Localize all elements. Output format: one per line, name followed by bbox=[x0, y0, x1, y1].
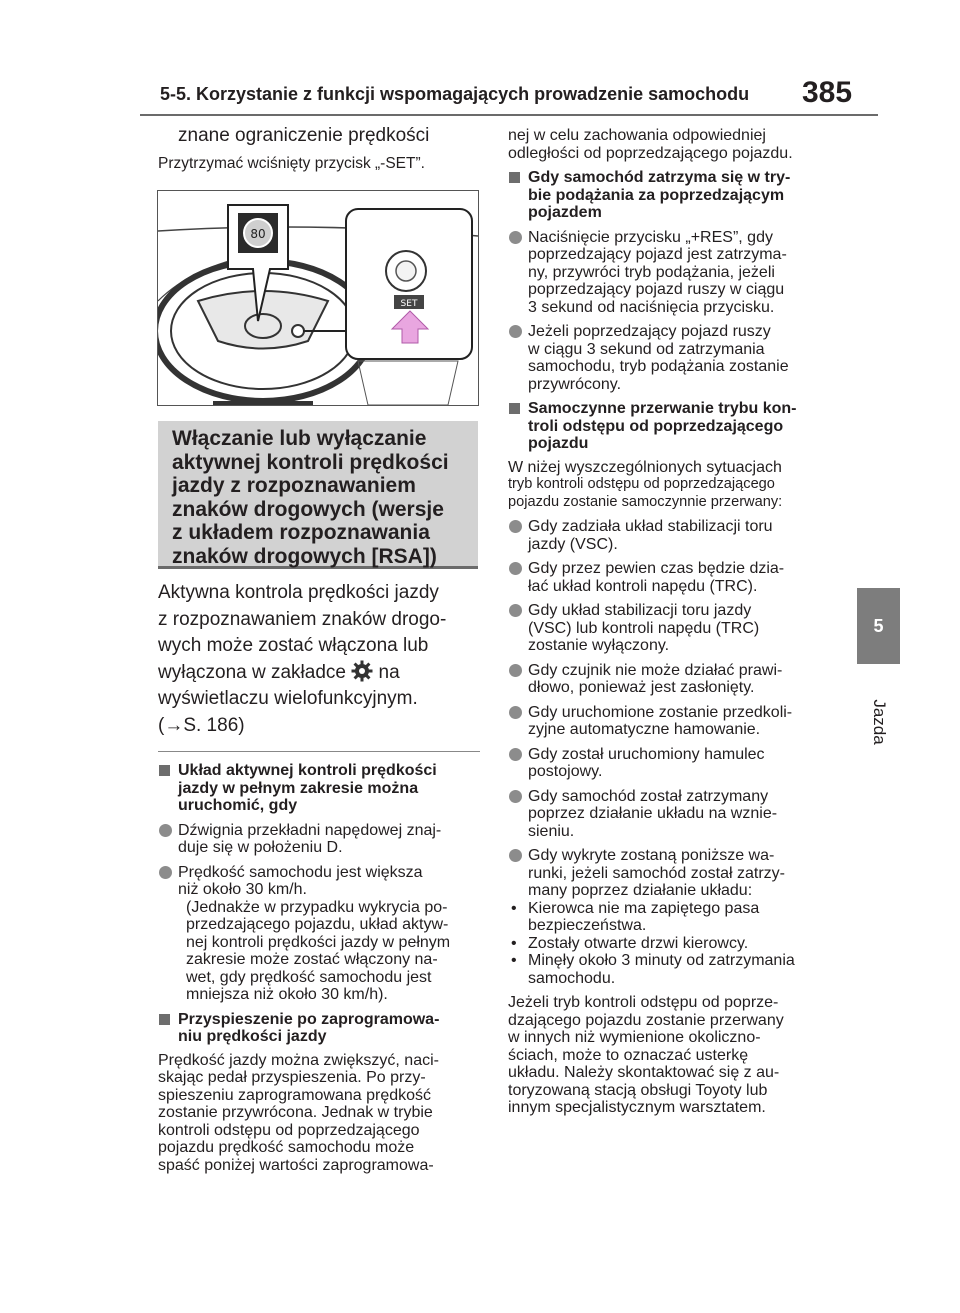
right-column bbox=[508, 127, 838, 1117]
para-line: tryb kontroli odstępu od poprzedzającego bbox=[508, 476, 775, 492]
item-line: Prędkość samochodu jest większa bbox=[178, 863, 423, 881]
item-line: bezpieczeństwa. bbox=[528, 917, 647, 934]
para-line-with-icon bbox=[158, 660, 480, 687]
chapter-tab: 5 bbox=[857, 588, 900, 664]
bullet-item bbox=[508, 788, 838, 841]
sub-line: uruchomić, gdy bbox=[178, 797, 298, 814]
item-line: przywrócony. bbox=[528, 375, 622, 393]
para-line: z rozpoznawaniem znaków drogo- bbox=[158, 608, 447, 630]
para-text: wyłączona w zakładce bbox=[158, 661, 346, 683]
left-intro-line2 bbox=[158, 155, 425, 173]
item-line: Jeżeli poprzedzający pojazd ruszy bbox=[528, 323, 771, 340]
item-line: zyjne automatyczne hamowanie. bbox=[528, 721, 761, 738]
section-heading-box bbox=[158, 421, 478, 569]
item-line: Naciśnięcie przycisku „+RES”, gdy bbox=[528, 228, 773, 246]
dash-bullet-icon: • bbox=[511, 934, 517, 952]
subheading-acceleration bbox=[158, 1011, 482, 1046]
para-line: spaść poniżej wartości zaprogramowa- bbox=[158, 1156, 434, 1174]
heading-line: aktywnej kontroli prędkości bbox=[172, 450, 449, 474]
round-bullet-icon bbox=[509, 231, 522, 244]
sub-line: Przyspieszenie po zaprogramowa- bbox=[178, 1010, 440, 1028]
para-line: Jeżeli tryb kontroli odstępu od poprze- bbox=[508, 994, 779, 1011]
round-bullet-icon bbox=[509, 325, 522, 338]
para-line: wych może zostać włączona lub bbox=[158, 635, 429, 656]
para-line: Aktywna kontrola prędkości jazdy bbox=[158, 582, 439, 603]
square-bullet-icon bbox=[509, 403, 520, 414]
item-line: Gdy zadziała układ stabilizacji toru bbox=[528, 518, 773, 535]
para-line: pojazdu zostanie samoczynnie przerwany: bbox=[508, 493, 783, 510]
note-line: (Jednakże w przypadku wykrycia po- bbox=[186, 898, 448, 916]
continued-paragraph bbox=[508, 127, 838, 162]
para-line: toryzowaną stacją obsługi Toyoty lub bbox=[508, 1081, 768, 1099]
bullet-item bbox=[508, 602, 838, 655]
dash-item bbox=[508, 935, 838, 953]
sub-line: Gdy samochód zatrzyma się w try- bbox=[528, 169, 791, 186]
bullet-item bbox=[508, 518, 838, 553]
closing-paragraph bbox=[508, 994, 838, 1117]
dash-item bbox=[508, 900, 838, 935]
item-line: Minęły około 3 minuty od zatrzymania bbox=[528, 952, 795, 969]
round-bullet-icon bbox=[509, 664, 522, 677]
item-line: Gdy czujnik nie może działać prawi- bbox=[528, 661, 783, 679]
item-line: Kierowca nie ma zapiętego pasa bbox=[528, 899, 760, 917]
bullet-note bbox=[178, 899, 482, 1004]
round-bullet-icon bbox=[509, 562, 522, 575]
item-line: samochodu. bbox=[528, 969, 616, 987]
item-line: duje się w położeniu D. bbox=[178, 839, 343, 856]
para-text: na bbox=[378, 661, 400, 683]
sub-line: troli odstępu od poprzedzającego bbox=[528, 417, 784, 435]
intro-line1: znane ograniczenie prędkości bbox=[178, 125, 430, 146]
item-line: 3 sekund od naciśnięcia przycisku. bbox=[528, 298, 775, 316]
bullet-item bbox=[508, 229, 838, 317]
note-line: zakresie może zostać włączony na- bbox=[186, 951, 438, 968]
left-intro-line1 bbox=[178, 124, 429, 148]
item-line: samochodu, tryb podążania zostanie bbox=[528, 358, 789, 375]
page-number: 385 bbox=[802, 76, 853, 109]
note-line: przedzającego pojazdu, układ aktyw- bbox=[186, 916, 449, 933]
item-line: Zostały otwarte drzwi kierowcy. bbox=[528, 934, 749, 952]
sub-line: Układ aktywnej kontroli prędkości bbox=[178, 762, 437, 779]
para-line: W niżej wyszczególnionych sytuacjach bbox=[508, 458, 782, 476]
item-line: ny, przywróci tryb podążania, jeżeli bbox=[528, 263, 775, 281]
item-line: jazdy (VSC). bbox=[528, 535, 618, 553]
subheading-stop-follow bbox=[508, 169, 838, 222]
item-line: postojowy. bbox=[528, 763, 603, 780]
para-line: Prędkość jazdy można zwiększyć, naci- bbox=[158, 1051, 439, 1069]
bullet-item bbox=[508, 560, 838, 595]
sub-line: pojazdem bbox=[528, 204, 602, 221]
square-bullet-icon bbox=[159, 1014, 170, 1025]
heading-line: znaków drogowych (wersje bbox=[172, 497, 444, 521]
round-bullet-icon bbox=[509, 748, 522, 761]
bullet-item bbox=[158, 864, 482, 1004]
item-line: poprzedzający pojazd ruszy w ciągu bbox=[528, 281, 785, 298]
heading-line: Włączanie lub wyłączanie bbox=[172, 427, 427, 450]
item-line: runki, jeżeli samochód został zatrzy- bbox=[528, 864, 785, 882]
speed-sign-text: 80 bbox=[250, 227, 266, 241]
round-bullet-icon bbox=[159, 824, 172, 837]
bullet-item bbox=[508, 704, 838, 739]
acceleration-paragraph bbox=[158, 1052, 482, 1175]
steering-wheel-drawing bbox=[158, 191, 478, 405]
item-line: Gdy uruchomione zostanie przedkoli- bbox=[528, 703, 793, 721]
sub-line: bie podążania za poprzedzającym bbox=[528, 186, 785, 204]
heading-line: znaków drogowych [RSA]) bbox=[172, 544, 437, 568]
bullet-item bbox=[508, 662, 838, 697]
bullet-item bbox=[158, 822, 482, 857]
item-line: zostanie wyłączony. bbox=[528, 637, 670, 654]
round-bullet-icon bbox=[509, 706, 522, 719]
round-bullet-icon bbox=[509, 520, 522, 533]
heading-line: jazdy z rozpoznawaniem bbox=[172, 474, 416, 497]
heading-line: z układem rozpoznawania bbox=[172, 521, 430, 544]
item-line: poprzez działanie układu na wznie- bbox=[528, 805, 778, 822]
para-line: w innych niż wymienione okoliczno- bbox=[508, 1029, 761, 1046]
note-line: mniejsza niż około 30 km/h). bbox=[186, 986, 388, 1003]
sub-line: pojazdu bbox=[528, 435, 589, 452]
para-line: kontroli odstępu od poprzedzającego bbox=[158, 1121, 420, 1139]
square-bullet-icon bbox=[509, 172, 520, 183]
item-line: Dźwignia przekładni napędowej znaj- bbox=[178, 821, 442, 839]
bullet-item bbox=[508, 746, 838, 781]
intro-line2: Przytrzymać wciśnięty przycisk „-SET”. bbox=[158, 155, 425, 172]
dash-bullet-icon: • bbox=[511, 899, 517, 917]
item-line: Gdy przez pewien czas będzie dzia- bbox=[528, 560, 785, 577]
item-line: dłowo, ponieważ jest zasłonięty. bbox=[528, 679, 755, 696]
para-line: nej w celu zachowania odpowiedniej bbox=[508, 127, 766, 144]
square-bullet-icon bbox=[159, 765, 170, 776]
item-line: Gdy wykryte zostaną poniższe wa- bbox=[528, 847, 775, 864]
chapter-label: Jazda bbox=[870, 699, 889, 745]
set-label: SET bbox=[400, 299, 418, 309]
section-separator bbox=[158, 751, 480, 752]
item-line: poprzedzający pojazd jest zatrzyma- bbox=[528, 246, 787, 263]
item-line: łać układ kontroli napędu (TRC). bbox=[528, 577, 758, 595]
item-line: many poprzez działanie układu: bbox=[528, 882, 753, 899]
sub-line: Samoczynne przerwanie trybu kon- bbox=[528, 400, 797, 417]
para-line: odległości od poprzedzającego pojazdu. bbox=[508, 144, 793, 162]
auto-cancel-intro bbox=[508, 459, 838, 512]
gear-icon bbox=[351, 660, 373, 682]
note-line: nej kontroli prędkości jazdy w pełnym bbox=[186, 933, 451, 951]
para-line: układu. Należy skontaktować się z au- bbox=[508, 1064, 780, 1081]
intro-paragraph bbox=[158, 580, 480, 739]
para-line: ściach, może to oznaczać usterkę bbox=[508, 1046, 749, 1064]
para-line: wyświetlaczu wielofunkcyjnym. bbox=[158, 688, 418, 709]
round-bullet-icon bbox=[509, 790, 522, 803]
subheading-full-range bbox=[158, 762, 482, 815]
subheading-auto-cancel bbox=[508, 400, 838, 453]
round-bullet-icon bbox=[159, 866, 172, 879]
dash-bullet-icon: • bbox=[511, 952, 517, 969]
steering-wheel-illustration bbox=[157, 190, 479, 406]
item-line: w ciągu 3 sekund od zatrzymania bbox=[528, 340, 765, 358]
para-line: pojazdu prędkość samochodu może bbox=[158, 1139, 415, 1156]
section-header: 5-5. Korzystanie z funkcji wspomagających prowadzenie samochodu bbox=[160, 84, 750, 104]
sub-line: niu prędkości jazdy bbox=[178, 1028, 327, 1045]
item-line: (VSC) lub kontroli napędu (TRC) bbox=[528, 619, 760, 637]
para-line: innym specjalistycznym warsztatem. bbox=[508, 1099, 766, 1116]
note-line: wet, gdy prędkość samochodu jest bbox=[186, 968, 432, 986]
round-bullet-icon bbox=[509, 849, 522, 862]
para-line: zostanie przywrócona. Jednak w trybie bbox=[158, 1104, 433, 1121]
para-line: dzającego pojazdu zostanie przerwany bbox=[508, 1011, 784, 1029]
para-line: spieszeniu zaprogramowana prędkość bbox=[158, 1086, 432, 1104]
item-line: Gdy został uruchomiony hamulec bbox=[528, 745, 765, 763]
header-rule bbox=[140, 114, 878, 116]
para-line: (→S. 186) bbox=[158, 714, 245, 736]
item-line: sieniu. bbox=[528, 822, 575, 840]
dash-item bbox=[508, 952, 838, 987]
left-lower-content bbox=[158, 755, 482, 1174]
item-line: Gdy samochód został zatrzymany bbox=[528, 787, 769, 805]
bullet-item bbox=[508, 847, 838, 900]
bullet-item bbox=[508, 323, 838, 393]
item-line: niż około 30 km/h. bbox=[178, 881, 307, 898]
para-line: skając pedał przyspieszenia. Po przy- bbox=[158, 1069, 426, 1086]
sub-line: jazdy w pełnym zakresie można bbox=[178, 779, 419, 797]
round-bullet-icon bbox=[509, 604, 522, 617]
item-line: Gdy układ stabilizacji toru jazdy bbox=[528, 602, 752, 619]
